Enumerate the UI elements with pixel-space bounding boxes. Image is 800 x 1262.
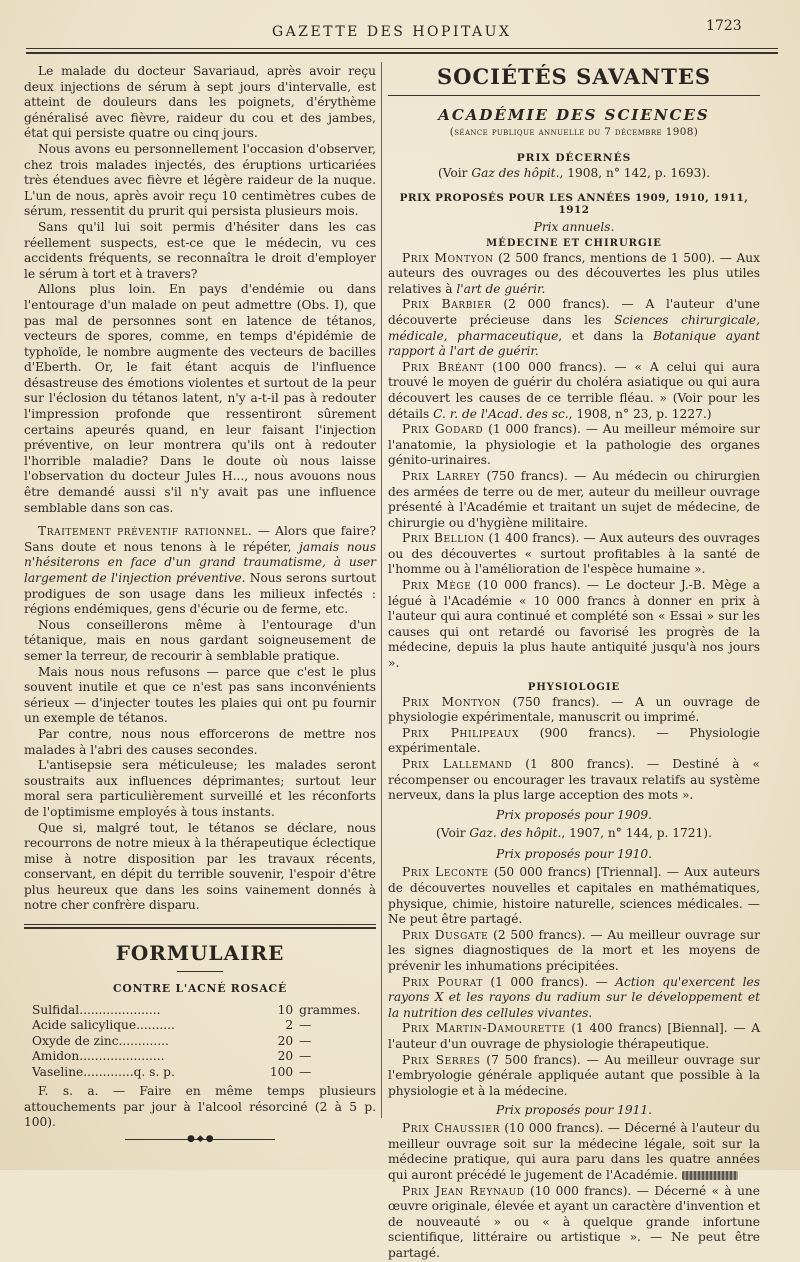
recipe-item: [32, 1018, 376, 1033]
prize-entry: [388, 726, 760, 757]
library-stamp: [682, 1171, 738, 1180]
prize-entry: [388, 865, 760, 927]
ingredient-qty: 20: [277, 1049, 294, 1064]
voir-reference: [388, 166, 760, 182]
prize-emphasis: Sciences chirurgicale, médicale, pharmaceutique: [388, 312, 761, 343]
prize-name: Prix Martin-Damourette: [402, 1021, 566, 1036]
ingredient-name: Amidon......................: [32, 1049, 165, 1064]
session-line: (séance publique annuelle du 7 décembre 1908): [449, 126, 699, 138]
prize-entry: [388, 251, 760, 298]
traitement-emphasis: jamais nous n'hésiterons en face d'un grand traumatisme, à user largement de l'injection préventive.: [24, 539, 376, 585]
ingredient-qty: 20: [277, 1033, 294, 1048]
paragraph: Nous avons eu personnellement l'occasion d'observer, chez trois malades injectés, des éruptions urticariées très étendues avec fièvre et légère raideur de la nuque. L'un de nous, après avoir reçu 10 centimètres cubes de sérum, ressentit du prurit qui persista plusieurs mois.: [24, 141, 376, 219]
prize-entry: [388, 297, 760, 359]
end-ornament: [125, 1133, 275, 1144]
medecine-heading: MÉDECINE ET CHIRURGIE: [486, 237, 662, 249]
prize-text: (50 000 francs) [Triennal]. — Aux auteurs de découvertes nouvelles et capitales en mathématiques, physique, chimie, histoire naturelle, sciences médicales. — Ne peut être partagé.: [388, 865, 760, 927]
prize-entry: [388, 531, 760, 578]
prix-decernes-heading: PRIX DÉCERNÉS: [516, 152, 632, 164]
prize-text: (900 francs). — Physiologie expérimentale.: [388, 725, 760, 756]
prize-name: Prix Lallemand: [402, 757, 513, 771]
prize-text: (7 500 francs). — Au meilleur ouvrage sur l'embryologie générale appliquée autant que possible à la physiologie et à la médecine.: [388, 1052, 760, 1098]
ingredient-qty: 10: [277, 1003, 294, 1018]
prize-entry: [388, 695, 760, 726]
section-title: SOCIÉTÉS SAVANTES: [437, 64, 711, 89]
prize-emphasis: Action qu'exercent les rayons X et les rayons du radium sur le développement et la nutrition des cellules vivantes.: [388, 974, 760, 1020]
prize-text: (10 000 francs). — Décerné « à une œuvre originale, élevée et ayant un caractère d'invention et de nouveauté » ou « à quelque grande infortune scientifique, littéraire ou artistique ». — Ne peut être partagé.: [388, 1183, 760, 1261]
prize-text: (1 000 francs). — Au meilleur mémoire sur l'anatomie, la physiologie et la pathologie des organes génito-urinaires.: [388, 422, 760, 468]
prize-name: Prix Pourat: [402, 974, 483, 989]
recipe-item: [32, 1034, 376, 1049]
formulaire-subtitle: CONTRE L'ACNÉ ROSACÉ: [113, 982, 287, 996]
prize-entry: [388, 757, 760, 804]
traitement-title: Traitement préventif rationnel.: [38, 524, 253, 539]
prize-name: Prix Jean Reynaud: [402, 1183, 525, 1198]
prize-entry: [388, 1021, 760, 1052]
prize-entry: [388, 1121, 760, 1183]
prize-name: Prix Dusgate: [402, 927, 489, 942]
recipe-item: [32, 1049, 376, 1064]
paragraph: Par contre, nous nous efforcerons de mettre nos malades à l'abri des causes secondes.: [24, 726, 376, 757]
prize-text: (1 800 francs). — Destiné à « récompenser ou encourager les travaux relatifs au système nerveux, dans la plus large acception des mots ».: [388, 757, 760, 803]
prize-text: (750 francs). — Au médecin ou chirurgien des armées de terre ou de mer, auteur du meilleur ouvrage présenté à l'Académie et traitant un sujet de médecine, de chirurgie ou d'hygiène militaire.: [388, 468, 760, 530]
formulaire-note: F. s. a. — Faire en même temps plusieurs attouchements par jour à l'alcool résorciné (2 à 5 p. 100).: [24, 1084, 376, 1130]
prize-text: (10 000 francs). — Décerné à l'auteur du meilleur ouvrage soit sur la médecine légale, soit sur la médecine pratique, qui aura paru dans les quatre années qui auront précédé le jugement de l'Académie.: [388, 1121, 761, 1183]
prize-name: Prix Bréant: [402, 359, 485, 374]
ingredient-name: Vaseline.............q. s. p.: [32, 1064, 175, 1079]
prize-name: Prix Larrey: [402, 468, 481, 483]
ingredient-name: Acide salicylique..........: [32, 1018, 175, 1033]
prize-name: Prix Philipeaux: [402, 725, 519, 740]
prize-entry: [388, 469, 760, 531]
recipe-item: [32, 1065, 376, 1080]
header-rule-thick: [26, 52, 778, 54]
paragraph: L'antisepsie sera méticuleuse; les malades seront soustraits aux influences déprimantes; surtout leur moral sera particulièrement surveillé et les réconforts de l'optimisme employés à tous instants.: [24, 758, 376, 819]
section-title-rule: [388, 95, 760, 96]
paragraph: Sans qu'il lui soit permis d'hésiter dans les cas réellement suspects, est-ce que le médecin, vu ces accidents fréquents, se reconnaîtra le droit d'employer le sérum à tort et à travers?: [24, 219, 376, 281]
title-underline: [177, 971, 223, 972]
ref-text: (Voir: [436, 825, 470, 840]
recipe-item: [32, 1003, 376, 1018]
prize-emphasis: l'art de guérir.: [456, 281, 546, 296]
prize-emphasis: C. r. de l'Acad. des sc.: [433, 406, 569, 421]
ref-text-2: , 1908, n° 142, p. 1693).: [559, 166, 711, 180]
prize-name: Prix Bellion: [402, 531, 485, 546]
formulaire-title: FORMULAIRE: [115, 941, 285, 966]
traitement-text-2: Nous serons surtout prodigues de son usage dans les milieux infectés : régions endémiques, gens d'écurie ou de ferme, etc.: [24, 571, 376, 617]
page-number: 1723: [706, 18, 742, 34]
physiologie-heading: PHYSIOLOGIE: [527, 681, 621, 693]
prize-emphasis-2: Botanique ayant rapport à l'art de guérir.: [388, 328, 761, 359]
prize-name: Prix Montyon: [402, 250, 494, 265]
column-divider: [381, 62, 382, 1118]
ingredient-name: Sulfidal.....................: [32, 1003, 161, 1018]
prize-text-2: , et dans la: [558, 328, 654, 343]
ingredient-unit: —: [299, 1018, 312, 1033]
prize-name: Prix Barbier: [402, 297, 492, 312]
paragraph: Le malade du docteur Savariaud, après avoir reçu deux injections de sérum à sept jours d'intervalle, est atteint de douleurs dans les poignets, d'érythème généralisé avec fièvre, raideur du cou et des jambes, état qui persiste quatre ou cinq jours.: [24, 64, 376, 141]
prize-text: (2 500 francs, mentions de 1 500). — Aux auteurs des ouvrages ou des découvertes les plus utiles relatives à: [388, 250, 760, 296]
prize-name: Prix Chaussier: [402, 1121, 500, 1136]
ref-text-2: , 1907, n° 144, p. 1721).: [561, 825, 712, 840]
paragraph: Nous conseillerons même à l'entourage d'un tétanique, mais en nous gardant soigneusement de semer la terreur, de recourir à semblable pratique.: [24, 617, 376, 663]
prix-1909-heading: Prix proposés pour 1909.: [496, 807, 652, 822]
prix-1911-heading: Prix proposés pour 1911.: [496, 1103, 652, 1118]
prize-entry: [388, 1184, 760, 1262]
left-column: [24, 64, 376, 1144]
prize-name: Prix Leconte: [402, 865, 489, 880]
prize-name: Prix Mège: [402, 578, 472, 593]
ingredient-qty: 2: [285, 1018, 294, 1033]
paragraph: Allons plus loin. En pays d'endémie ou dans l'entourage d'un malade on peut admettre (Obs. I), que pas mal de personnes sont en latence de tétanos, vecteurs de spores, comme, en temps d'épidémie de typhoïde, le nombre augmente des vecteurs de bacilles d'Eberth. Or, le fait étant acquis de l'influence désastreuse des émotions violentes et surtout de la peur sur l'éclosion du tétanos latent, n'y a-t-il pas à redouter l'impression profonde que ressentiront sûrement certains apeurés quand, en leur faisant l'injection préventive, on leur montrera qu'ils ont à redouter l'horrible maladie? Dans le doute où nous laisse l'observation du docteur Jules H..., nous avouons nous être demandé aussi s'il n'y avait pas une influence semblable dans son cas.: [24, 282, 376, 515]
prix-proposes-heading: PRIX PROPOSÉS POUR LES ANNÉES 1909, 1910, 1911, 1912: [399, 191, 749, 216]
prize-text: (1 400 francs) [Biennal]. — A l'auteur d'un ouvrage de physiologie thérapeutique.: [388, 1021, 760, 1051]
traitement-paragraph: [24, 524, 376, 618]
voir-reference: [388, 826, 760, 842]
prize-text: (100 000 francs). — « A celui qui aura trouvé le moyen de guérir du choléra asiatique ou qui aura découvert les causes de ce terrible fléau. » (Voir pour les détails: [388, 359, 760, 421]
prize-entry: [388, 360, 760, 422]
running-header: [0, 18, 800, 44]
ref-journal: Gaz des hôpit.: [471, 166, 560, 180]
ingredient-unit: grammes.: [299, 1003, 361, 1018]
ingredient-unit: —: [299, 1049, 312, 1064]
prize-text-2: , 1908, n° 23, p. 1227.): [568, 406, 712, 421]
ingredient-unit: —: [299, 1033, 312, 1048]
prize-text: (750 francs). — A un ouvrage de physiologie expérimentale, manuscrit ou imprimé.: [388, 694, 760, 725]
right-column: [388, 64, 760, 1262]
journal-title: GAZETTE DES HOPITAUX: [272, 24, 512, 40]
prize-entry: [388, 975, 760, 1022]
ingredient-qty: 100: [269, 1064, 294, 1079]
prize-text: (2 000 francs). — A l'auteur d'une découverte précieuse dans les: [388, 297, 760, 327]
header-rule: [26, 48, 778, 49]
prize-text: (10 000 francs). — Le docteur J.-B. Mège a légué à l'Académie « 10 000 francs à donner en prix à l'auteur qui aura continué et complété son « Essai » sur les causes qui ont retardé ou favorisé les progrès de la médecine, depuis la plus haute antiquité jusqu'à nos jours ».: [388, 578, 760, 671]
paragraph: Que si, malgré tout, le tétanos se déclare, nous recourrons de notre mieux à la thérapeutique éclectique mise à notre disposition par les travaux récents, conservant, en dépit du terrible souvenir, l'espoir d'être plus heureux que dans les soins vainement donnés à notre cher confrère disparu.: [24, 820, 376, 913]
ingredient-unit: —: [299, 1064, 312, 1079]
prix-annuels-heading: Prix annuels.: [533, 219, 615, 234]
prize-text: (1 000 francs). —: [482, 974, 616, 989]
ref-text: (Voir: [437, 166, 472, 180]
prize-entry: [388, 928, 760, 975]
prize-entry: [388, 578, 760, 672]
academy-title: ACADÉMIE DES SCIENCES: [438, 106, 710, 124]
prize-name: Prix Godard: [402, 422, 484, 437]
prize-entry: [388, 422, 760, 469]
prize-text: (1 400 francs). — Aux auteurs des ouvrages ou des découvertes « surtout profitables à la santé de l'homme ou à l'amélioration de l'espèce humaine ».: [388, 531, 760, 577]
prize-text: (2 500 francs). — Au meilleur ouvrage sur les signes diagnostiques de la mort et les moyens de prévenir les inhumations précipitées.: [388, 927, 760, 973]
recipe-list: [32, 1003, 376, 1080]
section-rule: [24, 924, 376, 929]
traitement-text: — Alors que faire? Sans doute et nous tenons à le répéter,: [24, 524, 376, 554]
ref-journal: Gaz. des hôpit.: [469, 825, 562, 840]
prix-1910-heading: Prix proposés pour 1910.: [496, 847, 652, 862]
prize-name: Prix Montyon: [402, 694, 501, 709]
prize-name: Prix Serres: [402, 1052, 481, 1067]
ingredient-name: Oxyde de zinc.............: [32, 1033, 169, 1048]
prize-entry: [388, 1053, 760, 1100]
ornament-dots: ●◆●: [187, 1133, 216, 1144]
paragraph: Mais nous nous refusons — parce que c'est le plus souvent inutile et que ce n'est pas sans inconvénients sérieux — d'injecter toutes les plaies qui ont pu fournir un exemple de tétanos.: [24, 664, 376, 726]
